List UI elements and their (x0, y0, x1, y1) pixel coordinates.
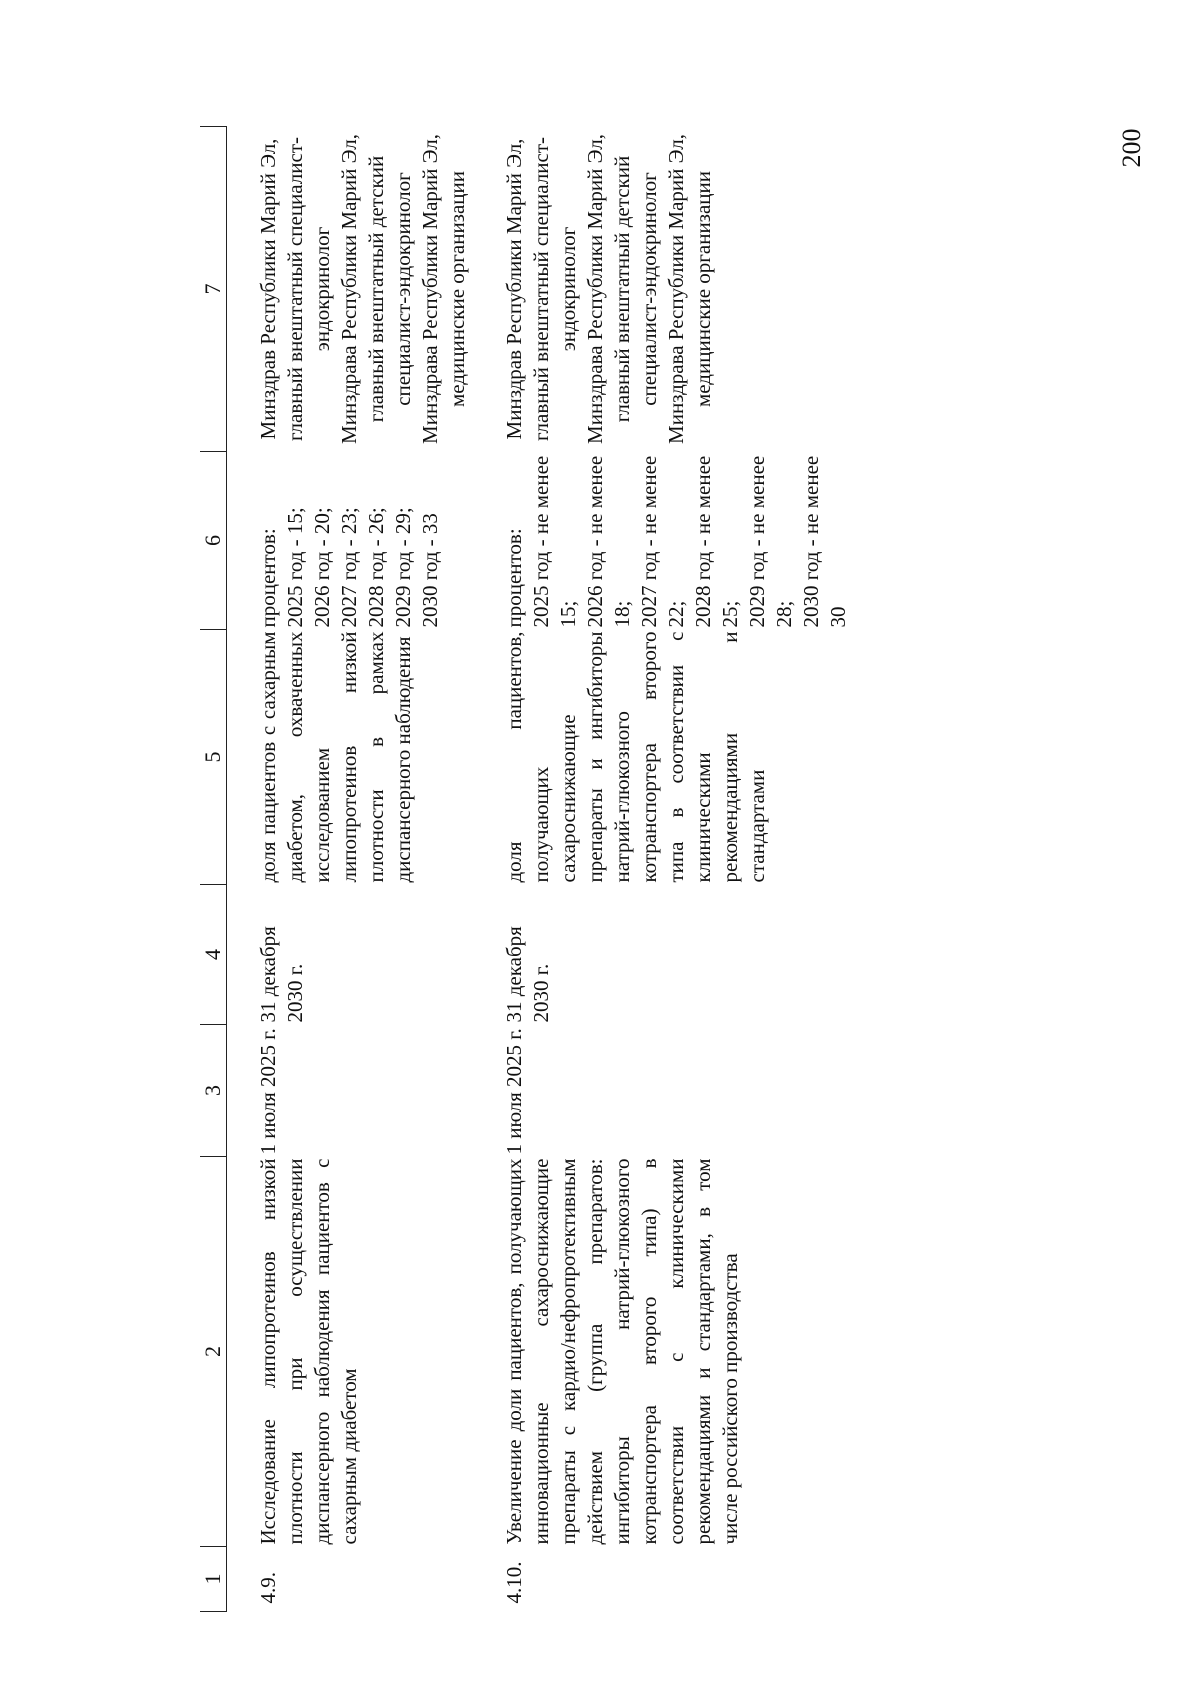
indicator-text: доля пациентов с сахарным диабетом, охваченных исследованием липопротеинов низкой плотности в рамках диспансерного наблюдения (256, 631, 415, 883)
value-line: 2028 год - не менее 25; (691, 455, 742, 628)
value-line: 2027 год - 23; (337, 507, 361, 628)
indicator-values (471, 452, 852, 630)
value-line: 2030 год - не менее 30 (799, 455, 850, 628)
responsible-line: главный внештатный детский специалист-эндокринолог (364, 155, 415, 423)
value-line: 2026 год - не менее 18; (583, 455, 634, 628)
value-line: 2029 год - не менее 28; (745, 455, 796, 628)
responsible-line: Минздрава Республики Марий Эл, (664, 134, 688, 444)
value-line: 2029 год - 29; (391, 507, 415, 628)
row-number: 4.10. (502, 1561, 526, 1604)
responsible-line: Минздрава Республики Марий Эл, (418, 134, 442, 444)
header-row (200, 127, 227, 1612)
value-line: 2030 год - 33 (418, 513, 442, 628)
responsible-line: медицинские организации (445, 170, 469, 408)
responsible-line: Минздрава Республики Марий Эл, (337, 134, 361, 444)
responsible-line: Минздрава Республики Марий Эл, (583, 134, 607, 444)
col-header-4: 4 (200, 885, 227, 1025)
end-date: 31 декабря 2030 г. (502, 926, 553, 1023)
responsible-line: медицинские организации (691, 170, 715, 408)
table-row (471, 127, 852, 1612)
responsible-text (471, 127, 852, 452)
col-header-7: 7 (200, 127, 227, 452)
responsible-line: Минздрав Республики Марий Эл, (256, 138, 280, 440)
events-table (200, 126, 852, 1612)
value-line: процентов: (502, 528, 526, 628)
col-header-1: 1 (200, 1547, 227, 1612)
indicator-text: доля пациентов, получающих сахароснижающие препараты и ингибиторы натрий-глюкозного котранспортера второго типа в соответствии с клиническими рекомендациями и стандартами (502, 631, 769, 883)
event-text: Исследование липопротеинов низкой плотности при осуществлении диспансерного наблюдения пациентов с сахарным диабетом (256, 1158, 361, 1545)
start-date: 1 июля 2025 г. (502, 1028, 526, 1155)
page-number: 200 (1117, 128, 1146, 168)
event-text: Увеличение доли пациентов, получающих инновационные сахароснижающие препараты с кардио/нефропротективным действием (группа препаратов: ингибиторы натрий-глюкозного котранспортера второго типа) в соответствии с клиническими рекомендациями и стандартами, в том числе российского производства (502, 1158, 742, 1545)
col-header-5: 5 (200, 630, 227, 885)
col-header-6: 6 (200, 452, 227, 630)
responsible-line: Минздрав Республики Марий Эл, (502, 138, 526, 440)
rotated-table-area (200, 127, 1090, 1612)
value-line: процентов: (256, 528, 280, 628)
responsible-line: главный внештатный специалист-эндокринолог (283, 136, 334, 442)
indicator-values (227, 452, 472, 630)
value-line: 2025 год - 15; (283, 507, 307, 628)
col-header-2: 2 (200, 1157, 227, 1547)
end-date: 31 декабря 2030 г. (256, 926, 307, 1023)
start-date: 1 июля 2025 г. (256, 1028, 280, 1155)
value-line: 2027 год - не менее 22; (637, 455, 688, 628)
value-line: 2028 год - 26; (364, 507, 388, 628)
responsible-line: главный внештатный специалист-эндокринолог (529, 136, 580, 442)
row-number: 4.9. (256, 1572, 280, 1604)
value-line: 2026 год - 20; (310, 507, 334, 628)
responsible-text (227, 127, 472, 452)
table-row (227, 127, 472, 1612)
col-header-3: 3 (200, 1025, 227, 1157)
value-line: 2025 год - не менее 15; (529, 455, 580, 628)
responsible-line: главный внештатный детский специалист-эндокринолог (610, 155, 661, 423)
